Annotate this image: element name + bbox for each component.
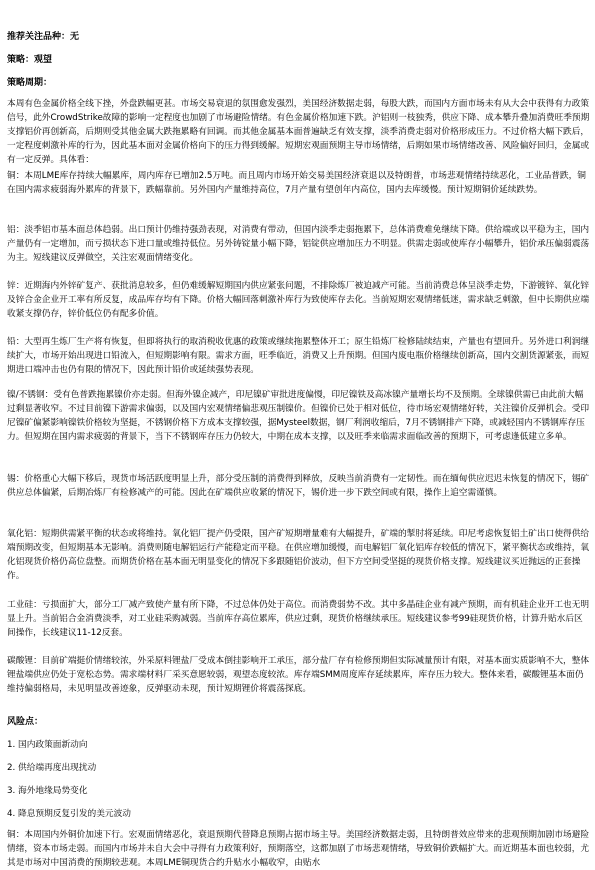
- lead-paragraph: 铅：大型再生炼厂生产将有恢复，但即将执行的取消税收优惠的政策或继续拖累整体开工；原生铅炼厂检修陆续结束，产量也有望回升。另外进口利润继续扩大，市场开始出现进口铅流入，但短期影响有限。需求方面，旺季临近，消费又上升预期。但国内废电瓶价格继续创新高，国内交割货源紧张，而短期进口端冲击也仍有限的情况下，因此预计铅价或延续强势表现。: [7, 337, 590, 375]
- tin-paragraph: 锡：价格重心大幅下移后，现货市场活跃度明显上升，部分受压制的消费得到释放，反映当前消费有一定韧性。而在缅甸供应迟迟未恢复的情况下，锡矿供应总体偏紧，后期冶炼厂有检修减产的可能。因此在矿端供应收紧的情况下，锡价进一步下跌空间或有限，操作上追空需谨慎。: [7, 474, 590, 498]
- risk-item: 1. 国内政策面新动向: [7, 740, 88, 750]
- lithium-paragraph: 碳酸锂：目前矿端挺价情绪较浓，外采原料锂盐厂受成本倒挂影响开工承压，部分盐厂存有检修预期但实际减量预计有限，对基本面实质影响不大，整体锂盐端供应仍处于宽松态势。需求端材料厂采买意愿较弱，观望态度较浓。库存端SMM周度库存延续累库，库存压力较大。整体来看，碳酸锂基本面仍维持偏弱格局，未见明显改善迹象，反弹驱动未现，预计短期锂价将震荡探底。: [7, 656, 590, 694]
- zinc-paragraph: 锌：近期海内外锌矿复产、获批消息较多，但仍难缓解短期国内供应紧张问题，不排除炼厂被迫减产可能。当前消费总体呈淡季走势，下游镀锌、氧化锌及锌合金企业开工率有所反复，成品库存均有下降。价格大幅回落刺激补库行为致使库存去化。当前短期宏观情绪低迷，需求缺乏刺激，但中长期供应端收紧支撑仍存，锌价低位仍有配多价值。: [7, 281, 590, 319]
- copper-paragraph: 铜：本周LME库存持续大幅累库，周内库存已增加2.5万吨。而且周内市场开始交易美国经济衰退以及特朗普，市场悲观情绪持续恶化，工业品普跌，铜在国内需求疲弱海外累库的背景下，跌幅靠前。另外国内产量维持高位，7月产量有望创年内高位，国内去库缓慢。预计短期铜价延续跌势。: [7, 171, 586, 195]
- risk-item: 4. 降息预期反复引发的美元波动: [7, 809, 131, 819]
- strategy-line: 策略：观望: [7, 55, 53, 65]
- nickel-paragraph: 镍/不锈钢：受有色普跌拖累镍价亦走弱。但海外镍企减产，印尼镍矿审批进度偏慢，印尼镍铁及高冰镍产量增长均不及预期。全球镍供需已由此前大幅过剩显著收窄。不过目前镍下游需求偏弱，以及国内宏观情绪偏悲观压制镍价。但镍价已处于相对低位，待市场宏观情绪好转，关注镍价反弹机会。受印尼镍矿偏紧影响镍铁价格较为坚挺，不锈钢价格下方成本支撑较强，据Mysteel数据，钢厂利润收缩后，7月不锈钢排产下降，或减轻国内不锈钢库存压力。但短期在国内需求疲弱的背景下，当下不锈钢库存压力仍较大，中期在成本支撑，以及旺季来临需求面临改善的预期下，可考虑逢低建立多单。: [7, 390, 590, 442]
- intro-paragraph: 本周有色金属价格全线下挫，外盘跌幅更甚。市场交易衰退的氛围愈发强烈，美国经济数据走弱，每股大跌，而国内方面市场未有从大会中获得有力政策信号，此外CrowdStrike故障的影响一定程度也加剧了市场避险情绪。有色金属价格加速下跌。沪铝则一枝独秀，供应下降、成本攀升叠加消费旺季预期支撑铝价再创新高，后期则受其他金属大跌拖累略有回调。而其他金属基本面普遍缺乏有效支撑，淡季消费走弱对价格形成压力。不过价格大幅下跌后，一定程度刺激补库的行为，因此基本面对金属价格向下的压力得到缓解。短期宏观面预期主导市场情绪，后期如果市场情绪改善、风险偏好回归，金属或有一定反弹。具体看：: [7, 99, 590, 165]
- cycle-heading: 策略周期：: [7, 78, 53, 88]
- risk-item: 3. 海外地缘局势变化: [7, 786, 88, 796]
- copper-weekly-paragraph: 铜：本周国内外铜价加速下行。宏观面情绪恶化，衰退预期代替降息预期占据市场主导。美国经济数据走弱，且特朗普效应带来的悲观预期加剧市场避险情绪，资本市场走弱。而国内市场并未自大会中寻得有力政策利好，预期落空，这都加剧了市场悲观情绪，导致铜价跌幅扩大。而近期基本面也较弱，尤其是市场对中国消费的预期较悲观。本周LME铜现货合约升贴水小幅收窄，由贴水: [7, 830, 590, 868]
- alumina-paragraph: 氧化铝：短期供需紧平衡的状态或将维持。氧化铝厂提产仍受限，国产矿短期增量难有大幅提升，矿端的掣肘将延续。印尼考虑恢复铝土矿出口使得供给端预期改变，但短期基本无影响。消费则随电解铝运行产能稳定而平稳。在供应增加缓慢，而电解铝厂氧化铝库存较低的情况下，紧平衡状态或维持，氧化铝现货价格仍高位盘整。而期货价格在基本面无明显变化的情况下多跟随铝价波动，但下方空间受坚挺的现货价格支撑。短线建议买近抛远的正套操作。: [7, 529, 590, 581]
- recommend-line: 推荐关注品种：无: [7, 32, 80, 42]
- risk-heading: 风险点：: [7, 717, 44, 727]
- aluminum-paragraph: 铝：淡季铝市基本面总体趋弱。出口预计仍维持强劲表现，对消费有带动，但国内淡季走弱拖累下，总体消费难免继续下降。供给端或以平稳为主，国内产量仍有一定增加，而亏损状态下进口量或维持低位。另外铸锭量小幅下降，铝锭供应增加压力不明显。供需走弱或使库存小幅攀升，铝价承压偏弱震荡为主。短线建议反弹做空，关注宏观面情绪变化。: [7, 225, 590, 263]
- silicon-paragraph: 工业硅：亏损面扩大，部分工厂减产致使产量有所下降，不过总体仍处于高位。而消费弱势不改。其中多晶硅企业有减产预期，而有机硅企业开工也无明显上升。当前铝合金消费淡季，对工业硅采购减弱。当前库存高位累库，供应过剩，现货价格继续承压。短线建议参考99硅现货价格，计算升贴水后区间操作，长线建议11-12反套。: [7, 600, 590, 638]
- risk-item: 2. 供给端再度出现扰动: [7, 763, 97, 773]
